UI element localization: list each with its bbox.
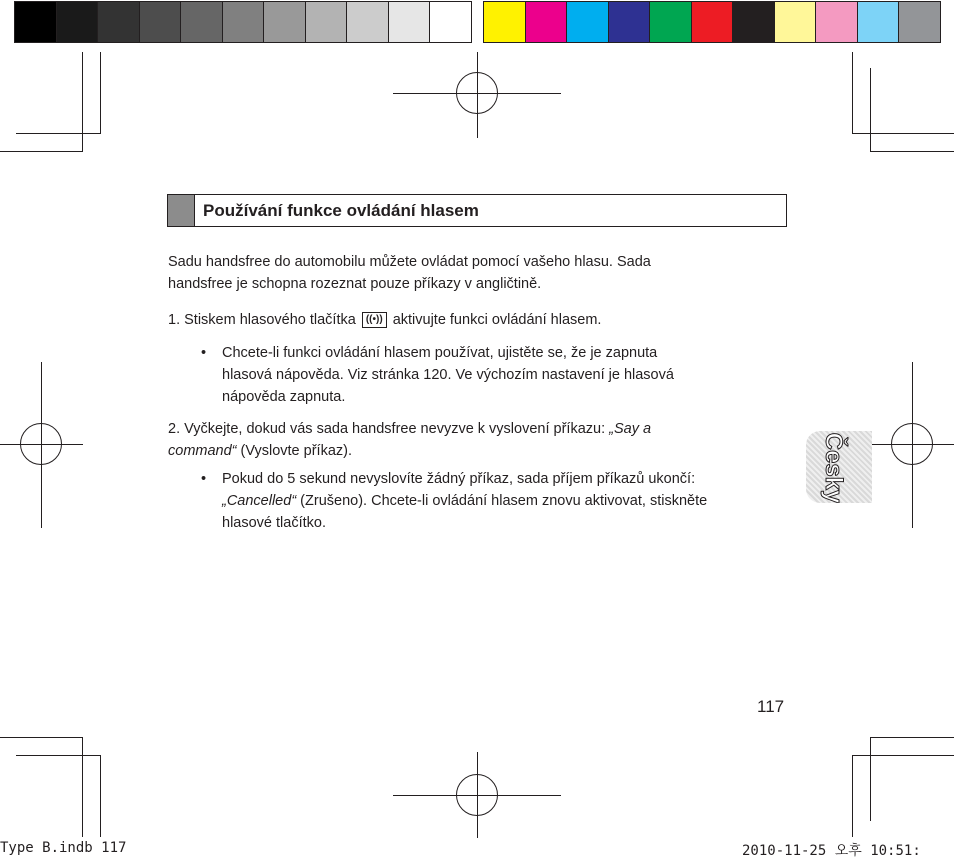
color-swatch [567,2,608,42]
bullet-quote: „Cancelled“ [222,493,297,509]
bullet-2 [222,468,707,534]
crop-mark [100,52,101,134]
language-tab-label: Česky [820,432,847,503]
crop-mark [0,737,83,738]
step-1 [168,309,601,331]
crop-mark [870,737,954,738]
footer-file-info: Type B.indb 117 [0,840,127,856]
bullet-1 [222,342,674,408]
step-1-text: aktivujte funkci ovládání hlasem. [392,312,602,328]
color-swatch [816,2,857,42]
crop-mark [852,52,853,134]
crop-mark [82,737,83,837]
intro-paragraph [168,251,651,295]
color-swatch [347,2,388,42]
crop-mark [16,133,101,134]
step-2-quote: command“ [168,443,237,459]
color-swatch [306,2,347,42]
registration-mark [20,423,62,465]
bullet-icon: • [201,345,207,361]
color-swatch [140,2,181,42]
footer-timestamp: 2010-11-25 오후 10:51: [742,843,921,859]
registration-mark [456,774,498,816]
crop-mark [870,68,871,152]
color-swatch [57,2,98,42]
crop-mark [16,755,101,756]
color-swatch [526,2,567,42]
grayscale-bar [14,1,472,43]
crop-mark [852,755,954,756]
bullet-line: hlasová nápověda. Viz stránka 120. Ve výchozím nastavení je hlasová [222,367,674,383]
voice-button-icon: ((•)) [362,312,387,328]
registration-mark [891,423,933,465]
step-2-text: 2. Vyčkejte, dokud vás sada handsfree nevyzve k vyslovení příkazu: [168,421,610,437]
crop-mark [870,151,954,152]
bullet-line: hlasové tlačítko. [222,515,326,531]
color-swatch [181,2,222,42]
heading-marker [168,195,195,226]
crop-mark [852,755,853,837]
language-tab [806,431,872,503]
bullet-icon: • [201,471,207,487]
crop-mark [852,133,954,134]
color-swatch [98,2,139,42]
bullet-line: Chcete-li funkci ovládání hlasem používat, ujistěte se, že je zapnuta [222,345,658,361]
bullet-line: Pokud do 5 sekund nevyslovíte žádný příkaz, sada příjem příkazů ukončí: [222,471,696,487]
registration-mark [456,72,498,114]
color-swatch [650,2,691,42]
step-2-text: (Vyslovte příkaz). [236,443,352,459]
step-2 [168,418,651,462]
color-swatch [15,2,56,42]
page-number: 117 [757,697,785,716]
color-swatch [389,2,430,42]
bullet-line: nápověda zapnuta. [222,389,346,405]
crop-mark [0,151,83,152]
color-swatch [609,2,650,42]
crop-mark [870,737,871,821]
color-swatch [733,2,774,42]
color-swatch [223,2,264,42]
intro-line: handsfree je schopna rozeznat pouze příkazy v angličtině. [168,276,542,292]
color-swatch [858,2,899,42]
color-swatch [692,2,733,42]
color-swatch [775,2,816,42]
step-1-text: 1. Stiskem hlasového tlačítka [168,312,356,328]
section-heading [167,194,787,227]
step-2-quote: „Say a [609,421,652,437]
bullet-line: (Zrušeno). Chcete-li ovládání hlasem znovu aktivovat, stiskněte [296,493,708,509]
intro-line: Sadu handsfree do automobilu můžete ovládat pomocí vašeho hlasu. Sada [168,254,651,270]
heading-text: Používání funkce ovládání hlasem [203,200,479,220]
crop-mark [82,52,83,152]
color-swatch [264,2,305,42]
crop-mark [100,755,101,837]
color-swatch [899,2,940,42]
color-swatch [430,2,471,42]
color-swatch [484,2,525,42]
color-bar [483,1,941,43]
